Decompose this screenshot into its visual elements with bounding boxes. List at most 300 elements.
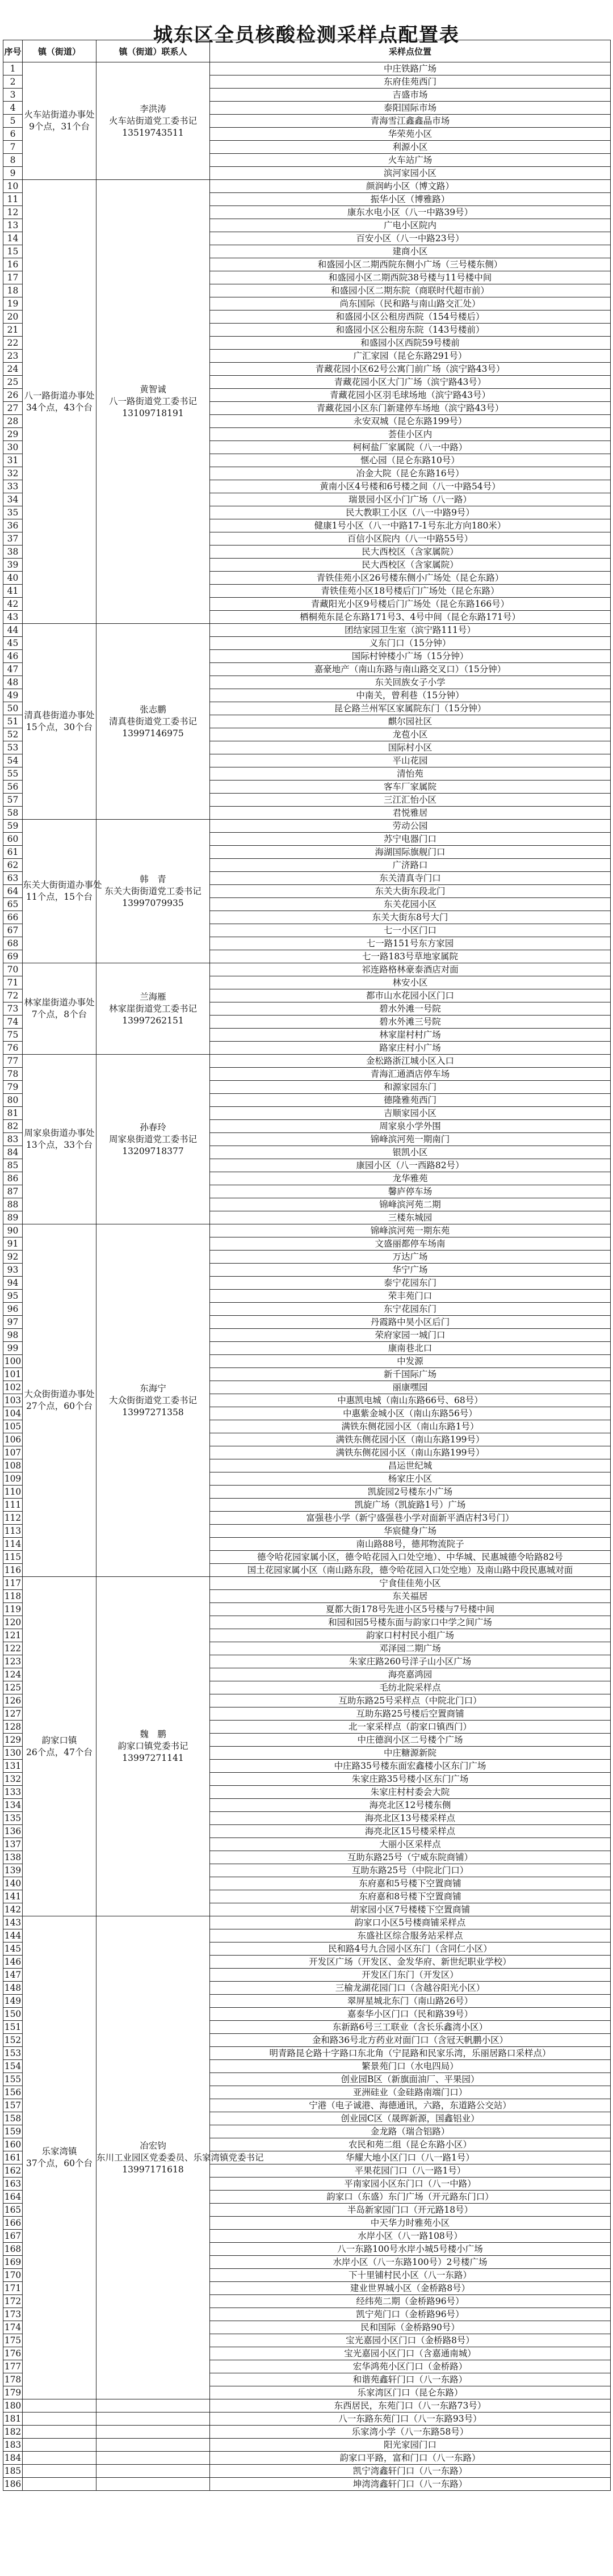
row-seq: 92 bbox=[3, 1251, 23, 1264]
site-cell: 宁港（电子诚港、海德通讯，六路，东道路公交站） bbox=[210, 2099, 611, 2112]
table-row bbox=[3, 2426, 611, 2439]
site-cell: 馨庐停车场 bbox=[210, 1185, 611, 1198]
site-cell: 惬心园（昆仑东路10号） bbox=[210, 454, 611, 467]
site-cell: 金和路36号北方药业对面门口（含冠天帆鹏小区） bbox=[210, 2034, 611, 2047]
site-cell: 尚东国际（民和路与南山路交汇处） bbox=[210, 297, 611, 311]
row-seq: 28 bbox=[3, 415, 23, 428]
site-cell: 银凯小区 bbox=[210, 1146, 611, 1159]
row-seq: 75 bbox=[3, 1029, 23, 1042]
site-cell: 东关回族女子小学 bbox=[210, 676, 611, 689]
row-seq: 52 bbox=[3, 728, 23, 741]
row-seq: 146 bbox=[3, 1956, 23, 1969]
row-seq: 12 bbox=[3, 206, 23, 219]
row-seq: 177 bbox=[3, 2360, 23, 2373]
row-seq: 17 bbox=[3, 271, 23, 284]
site-cell: 德隆雅苑西门 bbox=[210, 1094, 611, 1107]
row-seq: 183 bbox=[3, 2439, 23, 2452]
table-row bbox=[3, 2439, 611, 2452]
row-seq: 159 bbox=[3, 2125, 23, 2138]
site-cell: 八一东路100号水岸小城5号楼小广场 bbox=[210, 2243, 611, 2256]
site-cell: 民大西校区（含家属院） bbox=[210, 546, 611, 559]
site-cell: 广电小区院内 bbox=[210, 219, 611, 232]
row-seq: 167 bbox=[3, 2230, 23, 2243]
town-line: 13个点，33个台 bbox=[26, 1140, 93, 1150]
row-seq: 182 bbox=[3, 2426, 23, 2439]
row-seq: 90 bbox=[3, 1224, 23, 1237]
contact-line: 林家崖街道党工委书记 bbox=[108, 1003, 197, 1014]
row-seq: 18 bbox=[3, 284, 23, 297]
site-cell: 建业世界城小区（金桥路8号） bbox=[210, 2282, 611, 2295]
site-cell: 繁景苑门口（水电四局） bbox=[210, 2060, 611, 2073]
site-cell: 苏宁电器门口 bbox=[210, 833, 611, 846]
row-seq: 138 bbox=[3, 1851, 23, 1864]
contact-cell bbox=[96, 963, 210, 1055]
row-seq: 122 bbox=[3, 1642, 23, 1655]
site-cell: 海亮北区15号楼采样点 bbox=[210, 1825, 611, 1838]
row-seq: 113 bbox=[3, 1525, 23, 1538]
site-cell: 祁连路格林豪泰酒店对面 bbox=[210, 963, 611, 976]
row-seq: 89 bbox=[3, 1211, 23, 1224]
site-cell: 明青路昆仑路十字路口东北角（宁昆路和民家乐湾，乐丽居路口采样点） bbox=[210, 2047, 611, 2060]
site-cell: 毛纺北院采样点 bbox=[210, 1681, 611, 1694]
row-seq: 103 bbox=[3, 1394, 23, 1407]
row-seq: 136 bbox=[3, 1825, 23, 1838]
site-cell: 青藏花园小区东门新建停车场地（滨宁路43号） bbox=[210, 402, 611, 415]
site-cell: 中庄糖源新院 bbox=[210, 1747, 611, 1760]
row-seq: 39 bbox=[3, 559, 23, 572]
contact-line: 东海宁 bbox=[140, 1383, 166, 1394]
site-cell: 东关福居 bbox=[210, 1590, 611, 1603]
town-cell-empty bbox=[23, 2426, 96, 2439]
table-row bbox=[3, 1055, 611, 1068]
site-cell: 开发区门东门（开发区） bbox=[210, 1969, 611, 1982]
row-seq: 166 bbox=[3, 2217, 23, 2230]
site-cell: 开发区广场（开发区、金发华府、新世纪职业学校） bbox=[210, 1956, 611, 1969]
site-cell: 团结家园卫生室（滨宁路111号） bbox=[210, 624, 611, 637]
row-seq: 124 bbox=[3, 1668, 23, 1681]
row-seq: 1 bbox=[3, 62, 23, 75]
row-seq: 49 bbox=[3, 689, 23, 702]
row-seq: 86 bbox=[3, 1172, 23, 1185]
site-cell: 国际村小区 bbox=[210, 741, 611, 754]
row-seq: 84 bbox=[3, 1146, 23, 1159]
row-seq: 176 bbox=[3, 2347, 23, 2360]
site-cell: 广济路口 bbox=[210, 859, 611, 872]
row-seq: 144 bbox=[3, 1929, 23, 1943]
row-seq: 88 bbox=[3, 1198, 23, 1211]
site-cell: 满铁东侧花园小区（南山东路199号） bbox=[210, 1433, 611, 1446]
contact-line: 东川工业园区党委委员、乐家湾镇党委书记 bbox=[96, 2152, 264, 2163]
site-cell: 新千国际广场 bbox=[210, 1368, 611, 1381]
site-cell: 半岛新家园门口（开元路18号） bbox=[210, 2204, 611, 2217]
site-cell: 三楼东城园 bbox=[210, 1211, 611, 1224]
contact-line: 孙春玲 bbox=[140, 1122, 166, 1132]
site-cell: 韵家口小区5号楼商铺采样点 bbox=[210, 1916, 611, 1929]
site-cell: 栖桐苑东昆仑东路171号3、4号中间（昆仑东路171号） bbox=[210, 611, 611, 624]
site-cell: 中庄德润小区二号楼个广场 bbox=[210, 1734, 611, 1747]
row-seq: 168 bbox=[3, 2243, 23, 2256]
site-cell: 青藏花园小区羽毛球场地（滨宁路43号） bbox=[210, 389, 611, 402]
row-seq: 55 bbox=[3, 767, 23, 781]
row-seq: 50 bbox=[3, 702, 23, 715]
town-line: 火车站街道办事处 bbox=[24, 110, 95, 120]
site-cell: 百安小区（八一中路23号） bbox=[210, 232, 611, 245]
row-seq: 117 bbox=[3, 1577, 23, 1590]
site-cell: 中发源 bbox=[210, 1355, 611, 1368]
site-cell: 中惠紫金城小区（南山东路56号） bbox=[210, 1407, 611, 1420]
contact-line: 13209718377 bbox=[122, 1146, 184, 1156]
row-seq: 40 bbox=[3, 572, 23, 585]
contact-line: 周家泉街道党工委书记 bbox=[108, 1134, 197, 1144]
contact-line: 黄智诚 bbox=[140, 384, 166, 395]
site-cell: 泰宁花园东门 bbox=[210, 1277, 611, 1290]
site-cell: 青藏花园小区62号公寓门前广场（滨宁路43号） bbox=[210, 363, 611, 376]
town-line: 清真巷街道办事处 bbox=[24, 710, 95, 720]
row-seq: 141 bbox=[3, 1890, 23, 1903]
row-seq: 80 bbox=[3, 1094, 23, 1107]
row-seq: 98 bbox=[3, 1329, 23, 1342]
contact-cell-empty bbox=[96, 2452, 210, 2465]
contact-line: 13997079935 bbox=[122, 897, 184, 908]
row-seq: 126 bbox=[3, 1694, 23, 1707]
site-cell: 创业园C区（晟晖新源，国鑫铝业） bbox=[210, 2112, 611, 2125]
site-cell: 东府嘉和8号楼下空置商铺 bbox=[210, 1890, 611, 1903]
site-cell: 韵家口（东盛）东门广场（开元路东门口） bbox=[210, 2191, 611, 2204]
table-row bbox=[3, 2399, 611, 2413]
site-cell: 平南家园小区东门口（八一中路） bbox=[210, 2178, 611, 2191]
site-cell: 和谐苑鑫轩门口（八一东路） bbox=[210, 2373, 611, 2386]
site-cell: 国土花园家属小区（南山路东段，德令哈花园入口处空地）及南山路中段民惠城对面 bbox=[210, 1564, 611, 1577]
town-line: 林家崖街道办事处 bbox=[24, 997, 95, 1008]
row-seq: 158 bbox=[3, 2112, 23, 2125]
row-seq: 71 bbox=[3, 976, 23, 989]
site-cell: 黄南小区4号楼和6号楼之间（八一中路54号） bbox=[210, 480, 611, 493]
row-seq: 111 bbox=[3, 1499, 23, 1512]
town-line: 27个点，60个台 bbox=[26, 1401, 93, 1411]
table-row bbox=[3, 1577, 611, 1590]
site-cell: 华宁广场 bbox=[210, 1264, 611, 1277]
site-cell: 建商小区 bbox=[210, 245, 611, 258]
contact-cell-empty bbox=[96, 2399, 210, 2413]
row-seq: 170 bbox=[3, 2269, 23, 2282]
site-cell: 凯宁湾鑫轩门口（八一东路） bbox=[210, 2465, 611, 2478]
site-cell: 文盛丽都停车场南 bbox=[210, 1237, 611, 1251]
row-seq: 179 bbox=[3, 2386, 23, 2399]
site-cell: 德令哈花园家属小区，德令哈花园入口处空地）、中华城、民惠城德令哈路82号 bbox=[210, 1551, 611, 1564]
town-line: 34个点，43个台 bbox=[26, 402, 93, 413]
site-cell: 麒尔园社区 bbox=[210, 715, 611, 728]
contact-cell bbox=[96, 1577, 210, 1916]
row-seq: 54 bbox=[3, 754, 23, 767]
row-seq: 157 bbox=[3, 2099, 23, 2112]
row-seq: 99 bbox=[3, 1342, 23, 1355]
row-seq: 155 bbox=[3, 2073, 23, 2086]
contact-cell-empty bbox=[96, 2426, 210, 2439]
site-cell: 青海雪江鑫鑫晶市场 bbox=[210, 115, 611, 128]
town-cell-empty bbox=[23, 2439, 96, 2452]
site-cell: 互助东路25号采样点（中院北门口） bbox=[210, 1694, 611, 1707]
row-seq: 147 bbox=[3, 1969, 23, 1982]
town-cell bbox=[23, 963, 96, 1055]
town-line: 大众街街道办事处 bbox=[24, 1389, 95, 1399]
sampling-sites-table bbox=[3, 40, 611, 2491]
row-seq: 106 bbox=[3, 1433, 23, 1446]
site-cell: 冶金大院（昆仑东路16号） bbox=[210, 467, 611, 480]
site-cell: 碧水外滩一号院 bbox=[210, 1002, 611, 1016]
site-cell: 华耀大地小区门口（八一路1号） bbox=[210, 2151, 611, 2164]
site-cell: 碧水外滩三号院 bbox=[210, 1016, 611, 1029]
site-cell: 林家崖村村广场 bbox=[210, 1029, 611, 1042]
row-seq: 74 bbox=[3, 1016, 23, 1029]
row-seq: 62 bbox=[3, 859, 23, 872]
site-cell: 满铁东侧花园小区（南山东路1号） bbox=[210, 1420, 611, 1433]
site-cell: 平果花园门口（八一路1号） bbox=[210, 2164, 611, 2178]
site-cell: 吉顺家园小区 bbox=[210, 1107, 611, 1120]
row-seq: 83 bbox=[3, 1133, 23, 1146]
town-line: 15个点，30个台 bbox=[26, 722, 93, 732]
site-cell: 三榆龙湖花园门口（含越谷阳光小区） bbox=[210, 1982, 611, 1995]
site-cell: 金龙路（瑞合铝路） bbox=[210, 2125, 611, 2138]
row-seq: 58 bbox=[3, 807, 23, 820]
row-seq: 132 bbox=[3, 1773, 23, 1786]
row-seq: 140 bbox=[3, 1877, 23, 1890]
row-seq: 3 bbox=[3, 89, 23, 102]
row-seq: 24 bbox=[3, 363, 23, 376]
row-seq: 165 bbox=[3, 2204, 23, 2217]
row-seq: 14 bbox=[3, 232, 23, 245]
site-cell: 民大教职工小区（八一中路9号） bbox=[210, 506, 611, 519]
site-cell: 东新路6号三工联业（含长乐鑫湾小区） bbox=[210, 2021, 611, 2034]
contact-line: 韩 青 bbox=[140, 874, 166, 884]
site-cell: 嘉泰华小区门口（民和路39号） bbox=[210, 2008, 611, 2021]
row-seq: 151 bbox=[3, 2021, 23, 2034]
contact-line: 八一路街道党工委书记 bbox=[108, 396, 197, 406]
row-seq: 2 bbox=[3, 75, 23, 89]
site-cell: 广汇家园（昆仑东路291号） bbox=[210, 350, 611, 363]
site-cell: 海湖国际旗舰门口 bbox=[210, 846, 611, 859]
site-cell: 百信小区院内（八一中路55号） bbox=[210, 532, 611, 546]
row-seq: 115 bbox=[3, 1551, 23, 1564]
row-seq: 65 bbox=[3, 898, 23, 911]
site-cell: 东府佳苑西门 bbox=[210, 75, 611, 89]
site-cell: 青藏阳光小区9号楼后门广场处（昆仑东路166号） bbox=[210, 598, 611, 611]
site-cell: 和盛园小区公租房西院（154号楼后） bbox=[210, 311, 611, 324]
table-row bbox=[3, 2465, 611, 2478]
contact-line: 13997271358 bbox=[122, 1407, 184, 1417]
site-cell: 北一家采样点（韵家口镇西门） bbox=[210, 1721, 611, 1734]
row-seq: 9 bbox=[3, 167, 23, 180]
row-seq: 34 bbox=[3, 493, 23, 506]
site-cell: 康园小区（八一西路82号） bbox=[210, 1159, 611, 1172]
row-seq: 76 bbox=[3, 1042, 23, 1055]
row-seq: 85 bbox=[3, 1159, 23, 1172]
site-cell: 七一小区门口 bbox=[210, 924, 611, 937]
site-cell: 柯柯盐厂家属院（八一中路） bbox=[210, 441, 611, 454]
header-site: 采样点位置 bbox=[210, 40, 611, 62]
site-cell: 杨家庄小区 bbox=[210, 1472, 611, 1486]
row-seq: 10 bbox=[3, 180, 23, 193]
site-cell: 东关大街东段北门 bbox=[210, 885, 611, 898]
row-seq: 42 bbox=[3, 598, 23, 611]
town-cell bbox=[23, 624, 96, 820]
row-seq: 152 bbox=[3, 2034, 23, 2047]
table-row bbox=[3, 624, 611, 637]
town-cell-empty bbox=[23, 2478, 96, 2491]
row-seq: 186 bbox=[3, 2478, 23, 2491]
table-row bbox=[3, 2478, 611, 2491]
row-seq: 137 bbox=[3, 1838, 23, 1851]
site-cell: 中惠凯电城（南山东路66号、68号） bbox=[210, 1394, 611, 1407]
site-cell: 锦峰滨河苑二期 bbox=[210, 1198, 611, 1211]
site-cell: 海亮嘉鸿园 bbox=[210, 1668, 611, 1681]
site-cell: 荣丰苑门口 bbox=[210, 1290, 611, 1303]
site-cell: 义东门口（15分钟） bbox=[210, 637, 611, 650]
row-seq: 139 bbox=[3, 1864, 23, 1877]
town-cell bbox=[23, 1055, 96, 1224]
town-line: 9个点，31个台 bbox=[28, 121, 90, 132]
contact-cell-empty bbox=[96, 2413, 210, 2426]
row-seq: 22 bbox=[3, 337, 23, 350]
site-cell: 和盛园小区二期西院38号楼与11号楼中间 bbox=[210, 271, 611, 284]
row-seq: 162 bbox=[3, 2164, 23, 2178]
site-cell: 泰阳国际市场 bbox=[210, 102, 611, 115]
site-cell: 和盛园小区西院59号楼前 bbox=[210, 337, 611, 350]
site-cell: 荣府家园一城门口 bbox=[210, 1329, 611, 1342]
site-cell: 乐家湾区门口（昆仑东路） bbox=[210, 2386, 611, 2399]
site-cell: 龙苞小区 bbox=[210, 728, 611, 741]
row-seq: 44 bbox=[3, 624, 23, 637]
contact-cell bbox=[96, 820, 210, 963]
site-cell: 颜润屿小区（博文路） bbox=[210, 180, 611, 193]
site-cell: 亚洲硅业（金硅路南端门口） bbox=[210, 2086, 611, 2099]
row-seq: 169 bbox=[3, 2256, 23, 2269]
site-cell: 东宁花园东门 bbox=[210, 1303, 611, 1316]
row-seq: 70 bbox=[3, 963, 23, 976]
table-row bbox=[3, 1916, 611, 1929]
row-seq: 125 bbox=[3, 1681, 23, 1694]
row-seq: 164 bbox=[3, 2191, 23, 2204]
row-seq: 81 bbox=[3, 1107, 23, 1120]
site-cell: 和源家园东门 bbox=[210, 1081, 611, 1094]
row-seq: 11 bbox=[3, 193, 23, 206]
town-cell bbox=[23, 180, 96, 624]
contact-cell bbox=[96, 1055, 210, 1224]
site-cell: 乐家湾小学（八一东路58号） bbox=[210, 2426, 611, 2439]
row-seq: 116 bbox=[3, 1564, 23, 1577]
town-line: 韵家口镇 bbox=[41, 1735, 77, 1746]
contact-line: 火车站街道党工委书记 bbox=[108, 115, 197, 126]
row-seq: 43 bbox=[3, 611, 23, 624]
site-cell: 青藏花园小区大门广场（滨宁路43号） bbox=[210, 376, 611, 389]
row-seq: 160 bbox=[3, 2138, 23, 2151]
row-seq: 48 bbox=[3, 676, 23, 689]
site-cell: 和园和园5号楼东面与韵家口中学之间广场 bbox=[210, 1616, 611, 1629]
row-seq: 27 bbox=[3, 402, 23, 415]
contact-cell bbox=[96, 1916, 264, 2399]
row-seq: 101 bbox=[3, 1368, 23, 1381]
row-seq: 153 bbox=[3, 2047, 23, 2060]
row-seq: 8 bbox=[3, 154, 23, 167]
row-seq: 60 bbox=[3, 833, 23, 846]
site-cell: 荟佳小区内 bbox=[210, 428, 611, 441]
row-seq: 149 bbox=[3, 1995, 23, 2008]
site-cell: 中庄路35号楼东面宏鑫楼小区东门广场 bbox=[210, 1760, 611, 1773]
town-line: 周家泉街道办事处 bbox=[24, 1128, 95, 1138]
site-cell: 中天华力时雅苑小区 bbox=[210, 2217, 611, 2230]
site-cell: 韵家口村村民小组广场 bbox=[210, 1629, 611, 1642]
row-seq: 46 bbox=[3, 650, 23, 663]
table-row bbox=[3, 180, 611, 193]
row-seq: 108 bbox=[3, 1459, 23, 1472]
town-line: 11个点，15个台 bbox=[26, 892, 93, 902]
contact-line: 13997146975 bbox=[122, 728, 184, 739]
site-cell: 八一东路东苑门口（八一东路93号） bbox=[210, 2413, 611, 2426]
site-cell: 火车站广场 bbox=[210, 154, 611, 167]
site-cell: 华荣苑小区 bbox=[210, 128, 611, 141]
row-seq: 96 bbox=[3, 1303, 23, 1316]
row-seq: 180 bbox=[3, 2399, 23, 2413]
row-seq: 19 bbox=[3, 297, 23, 311]
site-cell: 互助东路25号（中院北门口） bbox=[210, 1864, 611, 1877]
site-cell: 青海汇通酒店停车场 bbox=[210, 1068, 611, 1081]
site-cell: 和盛园小区二期东院（商联时代超市前） bbox=[210, 284, 611, 297]
site-cell: 下十里铺村民小区（八一东路） bbox=[210, 2269, 611, 2282]
row-seq: 112 bbox=[3, 1512, 23, 1525]
contact-line: 冶宏钧 bbox=[140, 2140, 166, 2151]
site-cell: 凯旋广场（凯旋路1号）广场 bbox=[210, 1499, 611, 1512]
contact-line: 13997271141 bbox=[122, 1753, 184, 1763]
contact-line: 韵家口镇党委书记 bbox=[117, 1741, 188, 1751]
row-seq: 5 bbox=[3, 115, 23, 128]
contact-line: 张志鹏 bbox=[140, 704, 166, 715]
site-cell: 劳动公园 bbox=[210, 820, 611, 833]
site-cell: 富强巷小学（新宁盛强巷小学对面新平酒店村3号门） bbox=[210, 1512, 611, 1525]
contact-cell bbox=[96, 1224, 210, 1577]
row-seq: 47 bbox=[3, 663, 23, 676]
site-cell: 都市山水花园小区门口 bbox=[210, 989, 611, 1002]
town-cell bbox=[23, 1916, 96, 2399]
site-cell: 健康1号小区（八一中路17-1号东北方向180米） bbox=[210, 519, 611, 532]
site-cell: 昌运世纪城 bbox=[210, 1459, 611, 1472]
row-seq: 21 bbox=[3, 324, 23, 337]
row-seq: 77 bbox=[3, 1055, 23, 1068]
row-seq: 30 bbox=[3, 441, 23, 454]
site-cell: 平山花园 bbox=[210, 754, 611, 767]
site-cell: 永安双城（昆仑东路199号） bbox=[210, 415, 611, 428]
site-cell: 锦峰滨河苑一期东苑 bbox=[210, 1224, 611, 1237]
page-title: 城东区全员核酸检测采样点配置表 bbox=[153, 24, 460, 47]
town-cell-empty bbox=[23, 2465, 96, 2478]
site-cell: 东府嘉和5号楼下空置商铺 bbox=[210, 1877, 611, 1890]
row-seq: 26 bbox=[3, 389, 23, 402]
row-seq: 51 bbox=[3, 715, 23, 728]
row-seq: 173 bbox=[3, 2308, 23, 2321]
town-line: 26个点，47个台 bbox=[26, 1747, 93, 1757]
site-cell: 朱家庄村村委会大院 bbox=[210, 1786, 611, 1799]
site-cell: 周家泉小学外围 bbox=[210, 1120, 611, 1133]
contact-line: 清真巷街道党工委书记 bbox=[108, 716, 197, 727]
row-seq: 171 bbox=[3, 2282, 23, 2295]
header-seq: 序号 bbox=[3, 40, 23, 62]
row-seq: 114 bbox=[3, 1538, 23, 1551]
row-seq: 133 bbox=[3, 1786, 23, 1799]
table-row bbox=[3, 963, 611, 976]
site-cell: 中南关，曾利巷（15分钟） bbox=[210, 689, 611, 702]
row-seq: 72 bbox=[3, 989, 23, 1002]
site-cell: 宁食佳佳苑小区 bbox=[210, 1577, 611, 1590]
row-seq: 31 bbox=[3, 454, 23, 467]
row-seq: 100 bbox=[3, 1355, 23, 1368]
